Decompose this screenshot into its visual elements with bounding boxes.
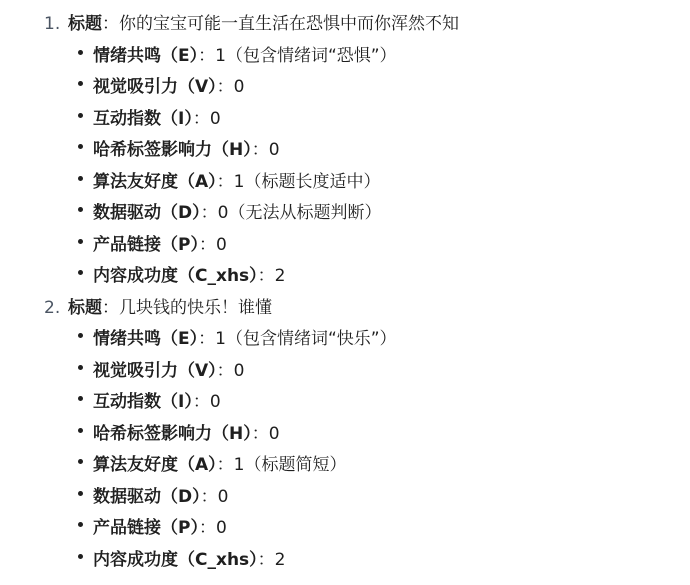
metric-row (78, 41, 397, 73)
metric-value: ：0 (192, 392, 221, 412)
metric-row (78, 387, 221, 419)
metric-value: ：2 (257, 266, 286, 286)
metric-name: 哈希标签影响力（H） (93, 140, 252, 160)
title-label: 标题 (68, 14, 102, 34)
metric-value: ：0 (251, 140, 280, 160)
metric-name: 内容成功度（C_xhs） (93, 266, 258, 286)
metric-name: 哈希标签影响力（H） (93, 424, 252, 444)
metric-row (78, 72, 245, 104)
metric-name: 算法友好度（A） (93, 172, 217, 192)
metric-row (78, 545, 286, 577)
bullet-icon (78, 522, 83, 527)
bullet-icon (78, 333, 83, 338)
metric-value: ：0 (198, 235, 227, 255)
metric-name: 内容成功度（C_xhs） (93, 550, 258, 570)
metric-value: ：0（无法从标题判断） (200, 203, 382, 223)
metric-value: ：1（标题简短） (216, 455, 347, 475)
metric-name: 互动指数（I） (93, 392, 193, 412)
item-number: 1. (44, 14, 61, 34)
metric-name: 情绪共鸣（E） (93, 329, 199, 349)
metric-name: 数据驱动（D） (93, 487, 201, 507)
metric-row (78, 482, 228, 514)
bullet-icon (78, 207, 83, 212)
item-title: 标题：你的宝宝可能一直生活在恐惧中而你浑然不知 (68, 14, 459, 34)
metric-value: ：0 (216, 361, 245, 381)
metric-row (78, 450, 347, 482)
bullet-icon (78, 176, 83, 181)
bullet-icon (78, 428, 83, 433)
metric-name: 情绪共鸣（E） (93, 46, 199, 66)
metric-name: 互动指数（I） (93, 109, 193, 129)
metric-value: ：0 (251, 424, 280, 444)
metric-row (78, 513, 227, 545)
bullet-icon (78, 396, 83, 401)
title-text: 几块钱的快乐！谁懂 (119, 298, 272, 318)
metric-row (78, 230, 227, 262)
metric-row (78, 261, 286, 293)
metric-row (78, 324, 397, 356)
metric-row (78, 104, 221, 136)
metric-value: ：1（包含情绪词“快乐”） (198, 329, 397, 349)
metric-row (78, 135, 280, 167)
metric-value: ：0 (192, 109, 221, 129)
bullet-icon (78, 491, 83, 496)
bullet-icon (78, 144, 83, 149)
metric-name: 算法友好度（A） (93, 455, 217, 475)
metric-value: ：2 (257, 550, 286, 570)
metric-name: 产品链接（P） (93, 235, 199, 255)
metric-value: ：1（标题长度适中） (216, 172, 381, 192)
bullet-icon (78, 365, 83, 370)
title-label: 标题 (68, 298, 102, 318)
item-number: 2. (44, 298, 61, 318)
title-text: 你的宝宝可能一直生活在恐惧中而你浑然不知 (119, 14, 459, 34)
metric-row (78, 198, 381, 230)
metric-row (78, 167, 381, 199)
metric-value: ：1（包含情绪词“恐惧”） (198, 46, 397, 66)
metric-row (78, 356, 245, 388)
metric-value: ：0 (200, 487, 229, 507)
metric-name: 产品链接（P） (93, 518, 199, 538)
bullet-icon (78, 81, 83, 86)
bullet-icon (78, 239, 83, 244)
metric-value: ：0 (216, 77, 245, 97)
item-title: 标题：几块钱的快乐！谁懂 (68, 298, 272, 318)
metric-row (78, 419, 280, 451)
metric-name: 视觉吸引力（V） (93, 77, 217, 97)
bullet-icon (78, 554, 83, 559)
bullet-icon (78, 50, 83, 55)
bullet-icon (78, 270, 83, 275)
bullet-icon (78, 459, 83, 464)
metric-value: ：0 (198, 518, 227, 538)
metric-name: 数据驱动（D） (93, 203, 201, 223)
metric-name: 视觉吸引力（V） (93, 361, 217, 381)
bullet-icon (78, 113, 83, 118)
